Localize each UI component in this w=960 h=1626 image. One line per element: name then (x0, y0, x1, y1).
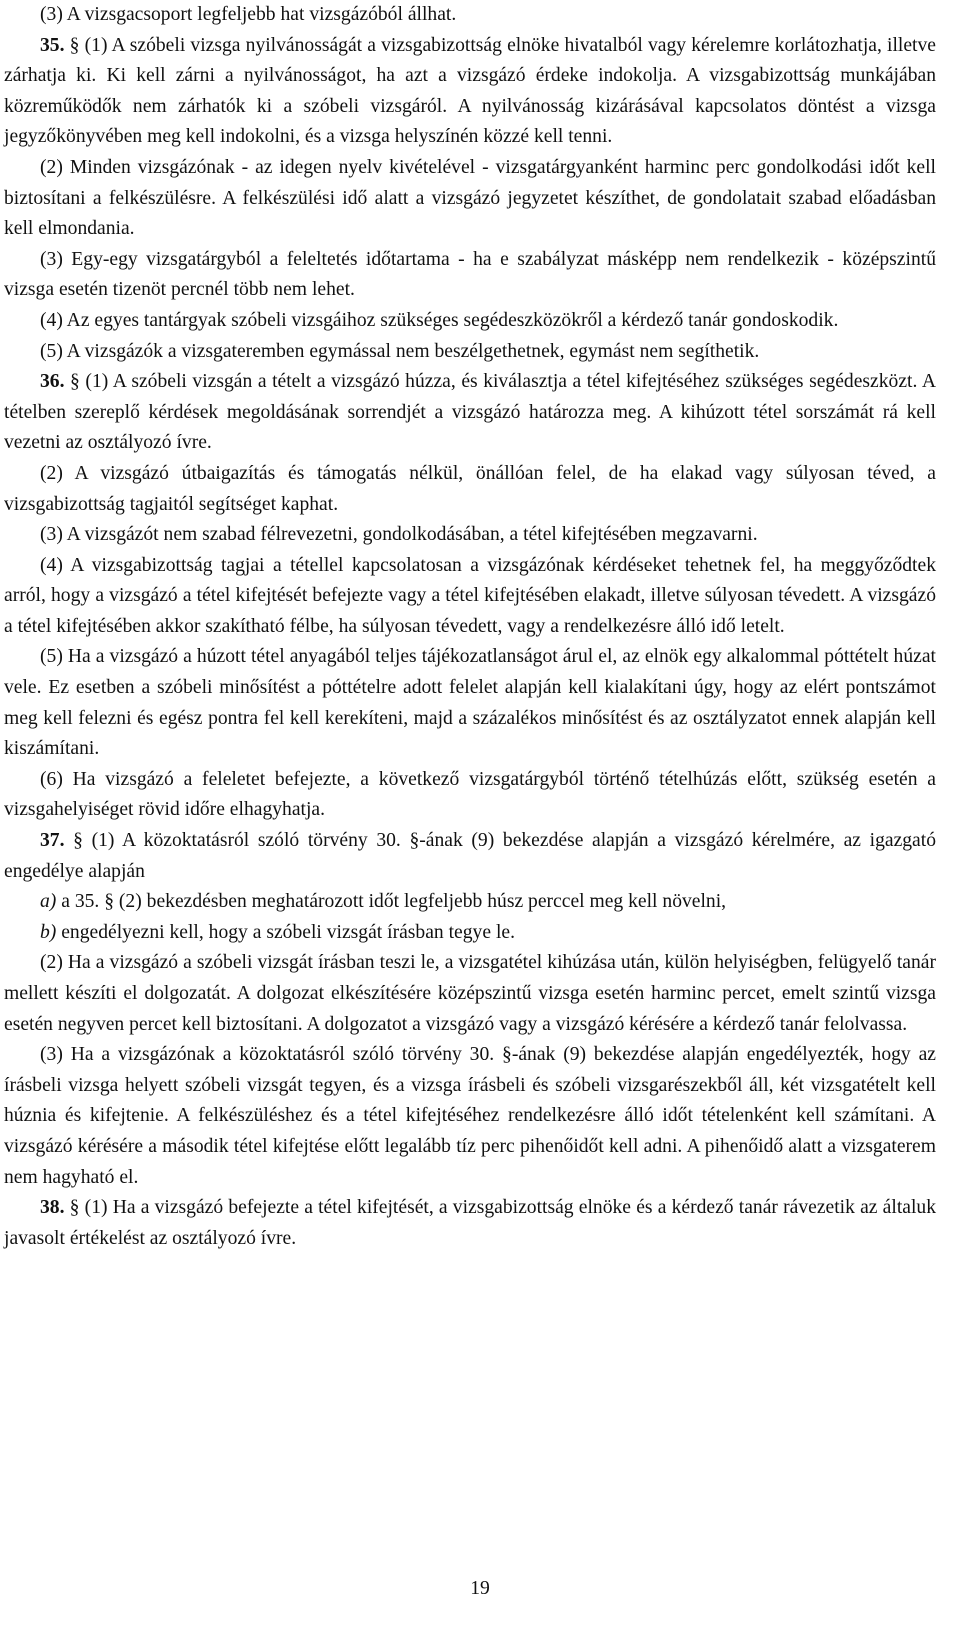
section-number-35: 35. (40, 34, 65, 56)
paragraph-35-3 (4, 0, 936, 31)
paragraph-text: (4) Az egyes tantárgyak szóbeli vizsgáihoz szükséges segédeszközökről a kérdező tanár gondoskodik. (40, 309, 839, 331)
paragraph-text: (4) A vizsgabizottság tagjai a tétellel kapcsolatosan a vizsgázónak kérdéseket tehetnek fel, ha meggyőződtek arról, hogy a vizsgázó a tétel kifejtését befejezte vagy a tétel kifejtésében elakadt, illetve súlyosan tévedett. A vizsgázó a tétel kifejtésében akkor szakítható félbe, ha súlyosan tévedett, vagy a rendelkezésre álló idő letelt. (4, 554, 936, 637)
paragraph-36-6 (4, 765, 936, 826)
paragraph-36-3 (4, 520, 936, 551)
section-number-38: 38. (40, 1197, 65, 1219)
paragraph-36-1 (4, 367, 936, 459)
section-number-37: 37. (40, 830, 65, 852)
paragraph-text: § (1) A szóbeli vizsga nyilvánosságát a vizsgabizottság elnöke hivatalból vagy kérelemre korlátozhatja, illetve zárhatja ki. Ki kell zárni a nyilvánosságot, ha azt a vizsgázó érdeke indokolja. A vizsgabizottság munkájában közreműködők nem zárhatók ki a szóbeli vizsgáról. A nyilvánosság kizárásával kapcsolatos döntést a vizsga jegyzőkönyvében meg kell indokolni, és a vizsga helyszínén közzé kell tenni. (4, 34, 936, 148)
paragraph-text: § (1) A közoktatásról szóló törvény 30. §-ának (9) bekezdése alapján a vizsgázó kérelmére, az igazgató engedélye alapján (4, 830, 936, 882)
paragraph-text: (5) A vizsgázók a vizsgateremben egymással nem beszélgethetnek, egymást nem segíthetik. (40, 340, 760, 362)
paragraph-37-2 (4, 948, 936, 1040)
paragraph-text: (5) Ha a vizsgázó a húzott tétel anyagából teljes tájékozatlanságot árul el, az elnök egy alkalommal póttételt húzat vele. Ez esetben a szóbeli minősítést a póttételre adott felelet alapján kell kialakítani úgy, hogy az elért pontszámot meg kell felezni és egész pontra fel kell kerekíteni, majd a százalékos minősítést és az osztályzatot ennek alapján kell kiszámítani. (4, 646, 936, 760)
paragraph-36-5 (4, 642, 936, 764)
paragraph-35-3b (4, 245, 936, 306)
paragraph-text: (3) A vizsgázót nem szabad félrevezetni, gondolkodásában, a tétel kifejtésében megzavarni. (40, 524, 758, 546)
paragraph-35-2 (4, 153, 936, 245)
item-label-b: b) (40, 921, 57, 943)
paragraph-35-5 (4, 337, 936, 368)
paragraph-text: (3) A vizsgacsoport legfeljebb hat vizsgázóból állhat. (40, 4, 457, 25)
paragraph-text: (3) Ha a vizsgázónak a közoktatásról szóló törvény 30. §-ának (9) bekezdése alapján engedélyezték, hogy az írásbeli vizsga helyett szóbeli vizsgát tegyen, és a vizsga írásbeli és szóbeli vizsgarészekből áll, két vizsgatételt kell húznia és kifejtenie. A felkészüléshez és a tétel kifejtéséhez rendelkezésre álló időt tételenként kell számítani. A vizsgázó kérésére a második tétel kifejtése előtt legalább tíz perc pihenőidőt kell adni. A pihenőidő alatt a vizsgaterem nem hagyható el. (4, 1044, 936, 1188)
paragraph-text: (2) Minden vizsgázónak - az idegen nyelv kivételével - vizsgatárgyanként harminc perc gondolkodási időt kell biztosítani a felkészülésre. A felkészülési idő alatt a vizsgázó jegyzetet készíthet, de gondolatait szabad előadásban kell elmondania. (4, 156, 936, 240)
item-label-a: a) (40, 891, 57, 913)
paragraph-35-1 (4, 31, 936, 153)
document-body (4, 0, 936, 1254)
paragraph-36-4 (4, 551, 936, 643)
paragraph-text: § (1) Ha a vizsgázó befejezte a tétel kifejtését, a vizsgabizottság elnöke és a kérdező tanár rávezetik az általuk javasolt értékelést az osztályozó ívre. (4, 1197, 936, 1249)
list-item-b (4, 918, 936, 949)
paragraph-37-3 (4, 1040, 936, 1193)
section-number-36: 36. (40, 371, 65, 393)
paragraph-text: (2) Ha a vizsgázó a szóbeli vizsgát írásban teszi le, a vizsgatétel kihúzása után, külön helyiségben, felügyelő tanár mellett készíti el dolgozatát. A dolgozat elkészítésére középszintű vizsga esetén harminc percet, emelt szintű vizsga esetén negyven percet kell biztosítani. A dolgozatot a vizsgázó vagy a vizsgázó kérésére a kérdező tanár felolvassa. (4, 952, 936, 1035)
paragraph-37-1 (4, 826, 936, 887)
paragraph-38-1 (4, 1193, 936, 1254)
list-item-text: a 35. § (2) bekezdésben meghatározott időt legfeljebb húsz perccel meg kell növelni, (56, 891, 727, 913)
paragraph-text: § (1) A szóbeli vizsgán a tételt a vizsgázó húzza, és kiválasztja a tétel kifejtéséhez szükséges segédeszközt. A tételben szereplő kérdések megoldásának sorrendjét a vizsgázó határozza meg. A kihúzott tétel sorszámát rá kell vezetni az osztályozó ívre. (4, 371, 936, 454)
paragraph-text: (2) A vizsgázó útbaigazítás és támogatás nélkül, önállóan felel, de ha elakad vagy súlyosan téved, a vizsgabizottság tagjaitól segítséget kaphat. (4, 462, 936, 515)
paragraph-36-2 (4, 459, 936, 520)
list-item-a (4, 887, 936, 918)
paragraph-text: (3) Egy-egy vizsgatárgyból a feleltetés időtartama - ha e szabályzat másképp nem rendelkezik - középszintű vizsga esetén tizenöt percnél több nem lehet. (4, 248, 936, 301)
page-number: 19 (470, 1578, 490, 1599)
paragraph-text: (6) Ha vizsgázó a feleletet befejezte, a következő vizsgatárgyból történő tételhúzás előtt, szükség esetén a vizsgahelyiséget rövid időre elhagyhatja. (4, 768, 936, 821)
list-item-text: engedélyezni kell, hogy a szóbeli vizsgát írásban tegye le. (56, 921, 515, 943)
paragraph-35-4 (4, 306, 936, 337)
